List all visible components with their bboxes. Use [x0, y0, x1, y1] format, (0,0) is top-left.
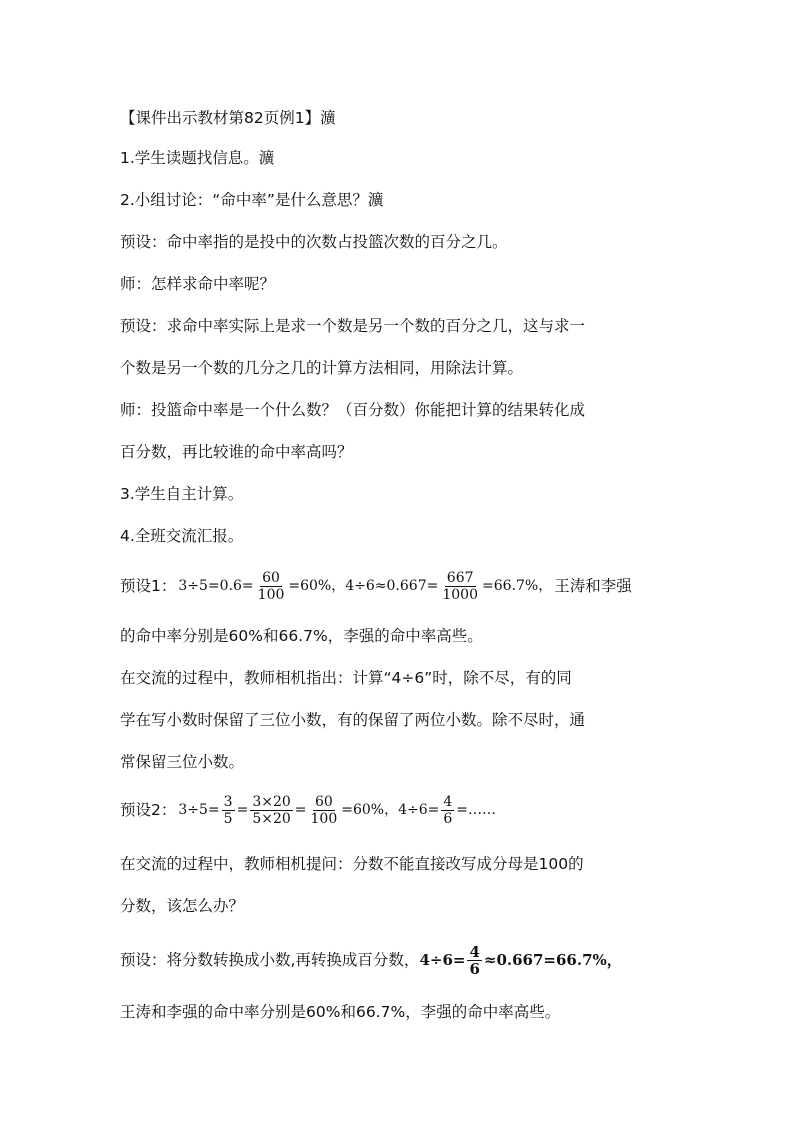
equation-1-math [178, 570, 552, 603]
presupposition-2-line-2: 个数是另一个数的几分之几的计算方法相同，用除法计算。 [120, 359, 524, 377]
fraction-numerator: 4 [443, 793, 453, 810]
teacher-note-line-1: 在交流的过程中，教师相机指出：计算“4÷6”时，除不尽，有的同 [120, 669, 572, 687]
fraction-numerator: 3 [223, 793, 233, 810]
equation-1-part-c: 4÷6≈0.667= [345, 578, 439, 594]
fraction-numerator: 4 [469, 942, 480, 961]
fraction-4-6 [441, 794, 454, 827]
fraction-denominator: 5 [223, 810, 233, 827]
fraction-numerator: 3×20 [252, 793, 291, 810]
equation-3-label: 预设：将分数转换成小数,再转换成百分数， [120, 951, 420, 969]
step-3: 3.学生自主计算。 [120, 485, 244, 503]
fraction-denominator: 100 [257, 586, 285, 603]
step-1: 1.学生读题找信息。瀇 [120, 149, 275, 167]
fraction-numerator: 60 [262, 569, 280, 586]
equation-1-part-b: =60%， [288, 578, 346, 594]
equation-3-part-b: ≈0.667=66.7%， [483, 951, 622, 969]
equation-3 [120, 938, 680, 982]
equation-2-part-d: =…… [456, 802, 497, 818]
teacher-note-line-3: 常保留三位小数。 [120, 753, 245, 771]
fraction-4-6 [467, 944, 481, 977]
equation-1-tail: 王涛和李强 [554, 577, 632, 595]
fraction-denominator: 5×20 [252, 810, 291, 827]
fraction-numerator: 60 [314, 793, 333, 810]
fraction-denominator: 100 [310, 810, 338, 827]
fraction-numerator: 667 [446, 569, 474, 586]
teacher-question-3-line-1: 在交流的过程中，教师相机提问：分数不能直接改写成分母是100的 [120, 855, 584, 873]
final-result-line: 王涛和李强的命中率分别是60%和66.7%，李强的命中率高些。 [120, 1003, 561, 1021]
fraction-667-1000 [440, 570, 480, 603]
fraction-denominator: 6 [469, 959, 480, 978]
equation-2-part-b: =60%， [341, 802, 399, 818]
equation-3-math [419, 944, 621, 977]
fraction-60-100 [309, 794, 340, 827]
equation-2-part-c: 4÷6= [398, 802, 440, 818]
equation-3-part-a: 4÷6= [419, 951, 466, 969]
fraction-3x20-5x20 [250, 794, 292, 827]
teacher-note-line-2: 学在写小数时保留了三位小数，有的保留了两位小数。除不尽时，通 [120, 711, 586, 729]
fraction-denominator: 6 [443, 810, 453, 827]
equation-1-part-d: =66.7%， [481, 578, 553, 594]
equals-sign: = [236, 802, 249, 818]
result-line: 的命中率分别是60%和66.7%，李强的命中率高些。 [120, 627, 483, 645]
equation-1-label: 预设1： [120, 577, 177, 595]
equation-1 [120, 564, 680, 608]
equation-2-label: 预设2： [120, 801, 177, 819]
teacher-question-2-line-1: 师：投篮命中率是一个什么数？（百分数）你能把计算的结果转化成 [120, 401, 586, 419]
equation-1-part-a: 3÷5=0.6= [178, 578, 254, 594]
teacher-question-2-line-2: 百分数，再比较谁的命中率高吗？ [120, 443, 353, 461]
document-page [120, 0, 680, 1123]
equation-2-part-a: 3÷5= [178, 802, 220, 818]
courseware-heading: 【课件出示教材第82页例1】瀇 [120, 109, 336, 127]
presupposition-1: 预设：命中率指的是投中的次数占投篮次数的百分之几。 [120, 233, 508, 251]
presupposition-2-line-1: 预设：求命中率实际上是求一个数是另一个数的百分之几，这与求一 [120, 317, 586, 335]
equals-sign: = [294, 802, 307, 818]
fraction-denominator: 1000 [442, 586, 478, 603]
step-4: 4.全班交流汇报。 [120, 527, 244, 545]
equation-2 [120, 788, 680, 832]
equation-2-math [178, 794, 496, 827]
teacher-question-3-line-2: 分数，该怎么办？ [120, 897, 245, 915]
step-2: 2.小组讨论：“命中率”是什么意思？瀇 [120, 191, 384, 209]
fraction-60-100 [256, 570, 287, 603]
teacher-question-1: 师：怎样求命中率呢？ [120, 275, 276, 293]
fraction-3-5 [222, 794, 235, 827]
